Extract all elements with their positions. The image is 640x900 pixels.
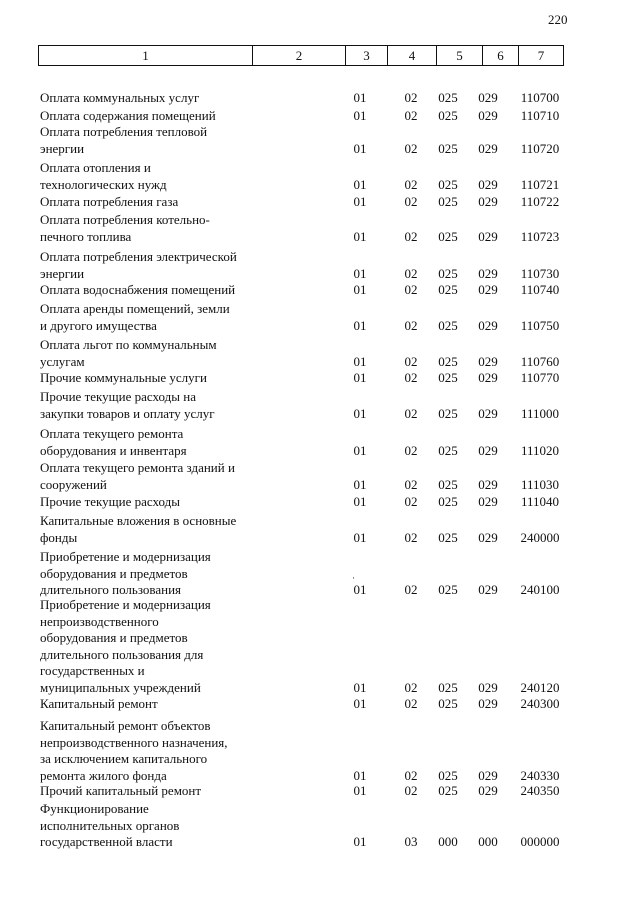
row-name-line: оборудования и предметов bbox=[40, 630, 188, 645]
row-name-line: Оплата текущего ремонта зданий и bbox=[40, 460, 235, 475]
row-name bbox=[40, 426, 265, 459]
row-code-2: 02 bbox=[404, 108, 418, 123]
row-name bbox=[40, 90, 265, 107]
row-code-2: 02 bbox=[404, 353, 418, 369]
row-code-1: 01 bbox=[353, 582, 367, 597]
row-code-5: 240330 bbox=[520, 767, 560, 783]
row-name-line: технологических нужд bbox=[40, 176, 167, 192]
row-code-5: 111030 bbox=[520, 476, 560, 492]
table-row bbox=[0, 783, 640, 800]
row-code-2: 02 bbox=[404, 317, 418, 333]
row-code-4: 029 bbox=[478, 108, 498, 123]
row-code-3: 025 bbox=[438, 282, 458, 297]
row-code-5: 110750 bbox=[520, 317, 560, 333]
row-code-1: 01 bbox=[353, 834, 367, 849]
row-code-3: 025 bbox=[438, 783, 458, 798]
row-code-1: 01 bbox=[353, 317, 367, 333]
row-code-5: 240300 bbox=[520, 696, 560, 711]
row-code-5: 110770 bbox=[520, 370, 560, 385]
row-code-4: 029 bbox=[478, 176, 498, 192]
row-name-line: сооружений bbox=[40, 476, 107, 492]
row-code-4: 029 bbox=[478, 282, 498, 297]
row-code-1: 01 bbox=[353, 176, 367, 192]
row-name-line: Оплата потребления газа bbox=[40, 194, 179, 209]
row-code-4: 029 bbox=[478, 783, 498, 798]
row-code-1: 01 bbox=[353, 140, 367, 156]
table-row bbox=[0, 549, 640, 599]
row-name-line: непроизводственного bbox=[40, 613, 159, 629]
row-name bbox=[40, 597, 265, 696]
row-code-1: 01 bbox=[353, 767, 367, 783]
row-code-4: 029 bbox=[478, 696, 498, 711]
table-row bbox=[0, 160, 640, 193]
row-code-1: 01 bbox=[353, 194, 367, 209]
row-code-3: 025 bbox=[438, 767, 458, 783]
row-name bbox=[40, 194, 265, 211]
row-code-3: 000 bbox=[438, 834, 458, 849]
row-code-3: 025 bbox=[438, 108, 458, 123]
row-code-3: 025 bbox=[438, 140, 458, 156]
row-code-1: 01 bbox=[353, 90, 367, 105]
row-code-1: 01 bbox=[353, 696, 367, 711]
table-row bbox=[0, 90, 640, 107]
row-code-3: 025 bbox=[438, 317, 458, 333]
row-code-3: 025 bbox=[438, 194, 458, 209]
row-code-2: 02 bbox=[404, 529, 418, 545]
table-row bbox=[0, 194, 640, 211]
row-code-4: 029 bbox=[478, 476, 498, 492]
row-code-3: 025 bbox=[438, 176, 458, 192]
row-code-2: 02 bbox=[404, 494, 418, 509]
table-row bbox=[0, 108, 640, 125]
row-name-line: Оплата потребления котельно- bbox=[40, 212, 210, 227]
row-name-line: энергии bbox=[40, 140, 85, 156]
row-code-2: 02 bbox=[404, 696, 418, 711]
row-name-line: Оплата потребления тепловой bbox=[40, 124, 208, 139]
row-name-line: Прочие текущие расходы bbox=[40, 494, 180, 509]
row-code-2: 02 bbox=[404, 176, 418, 192]
row-name bbox=[40, 801, 265, 851]
row-code-2: 02 bbox=[404, 370, 418, 385]
row-name bbox=[40, 108, 265, 125]
row-code-1: 01 bbox=[353, 442, 367, 458]
row-name bbox=[40, 460, 265, 493]
table-row bbox=[0, 513, 640, 546]
row-code-3: 025 bbox=[438, 265, 458, 281]
row-code-2: 02 bbox=[404, 767, 418, 783]
row-code-5: 110721 bbox=[520, 176, 560, 192]
row-code-4: 029 bbox=[478, 582, 498, 597]
row-code-1: 01 bbox=[353, 783, 367, 798]
row-name bbox=[40, 212, 265, 245]
row-name-line: государственной власти bbox=[40, 834, 173, 849]
row-code-1: 01 bbox=[353, 529, 367, 545]
row-name bbox=[40, 249, 265, 282]
row-code-5: 110722 bbox=[520, 194, 560, 209]
row-code-2: 02 bbox=[404, 582, 418, 597]
row-code-4: 029 bbox=[478, 317, 498, 333]
column-header-7: 7 bbox=[519, 46, 564, 66]
row-code-3: 025 bbox=[438, 679, 458, 695]
table-row bbox=[0, 124, 640, 157]
row-name-line: длительного пользования bbox=[40, 582, 182, 597]
row-code-4: 029 bbox=[478, 353, 498, 369]
row-code-3: 025 bbox=[438, 370, 458, 385]
row-code-1: 01 bbox=[353, 228, 367, 244]
row-code-5: 110720 bbox=[520, 140, 560, 156]
row-code-1: 01 bbox=[353, 370, 367, 385]
row-code-5: 111020 bbox=[520, 442, 560, 458]
row-name-line: оборудования и предметов bbox=[40, 565, 188, 581]
row-code-2: 02 bbox=[404, 679, 418, 695]
row-code-4: 029 bbox=[478, 405, 498, 421]
row-code-5: 240000 bbox=[520, 529, 560, 545]
row-name-line: печного топлива bbox=[40, 228, 132, 244]
row-code-5: 110730 bbox=[520, 265, 560, 281]
table-row bbox=[0, 301, 640, 334]
row-name bbox=[40, 160, 265, 193]
row-name-line: Оплата текущего ремонта bbox=[40, 426, 184, 441]
row-code-2: 02 bbox=[404, 140, 418, 156]
row-name-line: муниципальных учреждений bbox=[40, 679, 201, 695]
row-name bbox=[40, 370, 265, 387]
table-row bbox=[0, 249, 640, 282]
table-row bbox=[0, 389, 640, 422]
table-row bbox=[0, 718, 640, 784]
row-code-5: 110700 bbox=[520, 90, 560, 105]
row-name-line: Капитальный ремонт объектов bbox=[40, 718, 211, 733]
row-name bbox=[40, 718, 265, 784]
row-name-line: Прочий капитальный ремонт bbox=[40, 783, 202, 798]
column-header-row bbox=[39, 46, 564, 66]
row-name bbox=[40, 282, 265, 299]
row-code-3: 025 bbox=[438, 494, 458, 509]
table-row bbox=[0, 801, 640, 851]
row-code-4: 029 bbox=[478, 370, 498, 385]
row-name-line: и другого имущества bbox=[40, 317, 157, 333]
row-code-3: 025 bbox=[438, 476, 458, 492]
row-code-4: 029 bbox=[478, 265, 498, 281]
row-name-line: длительного пользования для bbox=[40, 646, 204, 662]
row-code-5: 110710 bbox=[520, 108, 560, 123]
row-name-line: Оплата льгот по коммунальным bbox=[40, 337, 217, 352]
row-code-5: 110760 bbox=[520, 353, 560, 369]
row-code-1: 01 bbox=[353, 353, 367, 369]
row-code-3: 025 bbox=[438, 696, 458, 711]
row-code-1: 01 bbox=[353, 282, 367, 297]
row-name-line: Оплата аренды помещений, земли bbox=[40, 301, 230, 316]
row-name-line: Прочие текущие расходы на bbox=[40, 389, 196, 404]
row-code-4: 000 bbox=[478, 834, 498, 849]
row-code-4: 029 bbox=[478, 529, 498, 545]
row-code-2: 02 bbox=[404, 90, 418, 105]
row-name-line: Прочие коммунальные услуги bbox=[40, 370, 207, 385]
row-name-line: закупки товаров и оплату услуг bbox=[40, 405, 215, 421]
row-code-2: 02 bbox=[404, 194, 418, 209]
row-code-1: 01 bbox=[353, 405, 367, 421]
row-name-line: Капитальный ремонт bbox=[40, 696, 158, 711]
row-code-4: 029 bbox=[478, 228, 498, 244]
row-name-line: Приобретение и модернизация bbox=[40, 549, 211, 564]
row-name-line: за исключением капитального bbox=[40, 751, 208, 766]
row-code-1: 01 bbox=[353, 108, 367, 123]
row-name-line: Оплата потребления электрической bbox=[40, 249, 237, 264]
row-code-5: 110723 bbox=[520, 228, 560, 244]
row-name-line: исполнительных органов bbox=[40, 817, 180, 833]
column-header-2: 2 bbox=[253, 46, 346, 66]
table-row bbox=[0, 696, 640, 713]
column-header-6: 6 bbox=[483, 46, 519, 66]
row-name-line: Оплата содержания помещений bbox=[40, 108, 216, 123]
row-code-5: 110740 bbox=[520, 282, 560, 297]
column-header-3: 3 bbox=[346, 46, 388, 66]
row-code-5: 240120 bbox=[520, 679, 560, 695]
row-code-4: 029 bbox=[478, 194, 498, 209]
row-name-line: энергии bbox=[40, 265, 85, 281]
row-code-2: 03 bbox=[404, 834, 418, 849]
row-name-line: Оплата отопления и bbox=[40, 160, 151, 175]
row-name-line: услугам bbox=[40, 353, 85, 369]
row-code-2: 02 bbox=[404, 783, 418, 798]
row-name-line: Оплата водоснабжения помещений bbox=[40, 282, 236, 297]
row-code-4: 029 bbox=[478, 679, 498, 695]
row-name bbox=[40, 337, 265, 370]
row-name-line: фонды bbox=[40, 529, 78, 545]
row-code-3: 025 bbox=[438, 353, 458, 369]
table-row bbox=[0, 597, 640, 696]
page-number: 220 bbox=[548, 12, 568, 27]
table-row bbox=[0, 337, 640, 370]
row-code-2: 02 bbox=[404, 282, 418, 297]
speck-mark: · bbox=[352, 573, 355, 583]
row-name bbox=[40, 494, 265, 511]
row-name-line: непроизводственного назначения, bbox=[40, 734, 228, 750]
row-code-2: 02 bbox=[404, 228, 418, 244]
row-name-line: ремонта жилого фонда bbox=[40, 767, 167, 783]
row-code-2: 02 bbox=[404, 476, 418, 492]
row-name bbox=[40, 513, 265, 546]
row-name-line: Оплата коммунальных услуг bbox=[40, 90, 200, 105]
column-header-table bbox=[38, 45, 564, 66]
row-name bbox=[40, 124, 265, 157]
table-row bbox=[0, 282, 640, 299]
table-row bbox=[0, 426, 640, 459]
row-code-2: 02 bbox=[404, 442, 418, 458]
row-name-line: оборудования и инвентаря bbox=[40, 442, 187, 458]
row-code-3: 025 bbox=[438, 228, 458, 244]
row-code-4: 029 bbox=[478, 140, 498, 156]
row-code-1: 01 bbox=[353, 265, 367, 281]
row-code-5: 000000 bbox=[520, 834, 560, 849]
row-name-line: государственных и bbox=[40, 663, 145, 678]
table-row bbox=[0, 370, 640, 387]
row-code-3: 025 bbox=[438, 405, 458, 421]
row-code-4: 029 bbox=[478, 494, 498, 509]
row-code-3: 025 bbox=[438, 442, 458, 458]
row-name bbox=[40, 301, 265, 334]
row-code-1: 01 bbox=[353, 494, 367, 509]
row-code-1: 01 bbox=[353, 679, 367, 695]
row-name bbox=[40, 389, 265, 422]
row-code-5: 240350 bbox=[520, 783, 560, 798]
row-code-5: 111000 bbox=[520, 405, 560, 421]
row-name-line: Функционирование bbox=[40, 801, 149, 816]
row-code-1: 01 bbox=[353, 476, 367, 492]
column-header-5: 5 bbox=[437, 46, 483, 66]
row-code-4: 029 bbox=[478, 442, 498, 458]
table-row bbox=[0, 460, 640, 493]
table-row bbox=[0, 212, 640, 245]
row-code-5: 240100 bbox=[520, 582, 560, 597]
row-name bbox=[40, 549, 265, 599]
row-name bbox=[40, 696, 265, 713]
row-code-3: 025 bbox=[438, 582, 458, 597]
row-name-line: Капитальные вложения в основные bbox=[40, 513, 237, 528]
table-row bbox=[0, 494, 640, 511]
row-name bbox=[40, 783, 265, 800]
row-code-2: 02 bbox=[404, 405, 418, 421]
row-name-line: Приобретение и модернизация bbox=[40, 597, 211, 612]
row-code-3: 025 bbox=[438, 90, 458, 105]
column-header-4: 4 bbox=[388, 46, 437, 66]
row-code-4: 029 bbox=[478, 90, 498, 105]
row-code-5: 111040 bbox=[520, 494, 560, 509]
column-header-1: 1 bbox=[39, 46, 253, 66]
row-code-3: 025 bbox=[438, 529, 458, 545]
row-code-4: 029 bbox=[478, 767, 498, 783]
row-code-2: 02 bbox=[404, 265, 418, 281]
